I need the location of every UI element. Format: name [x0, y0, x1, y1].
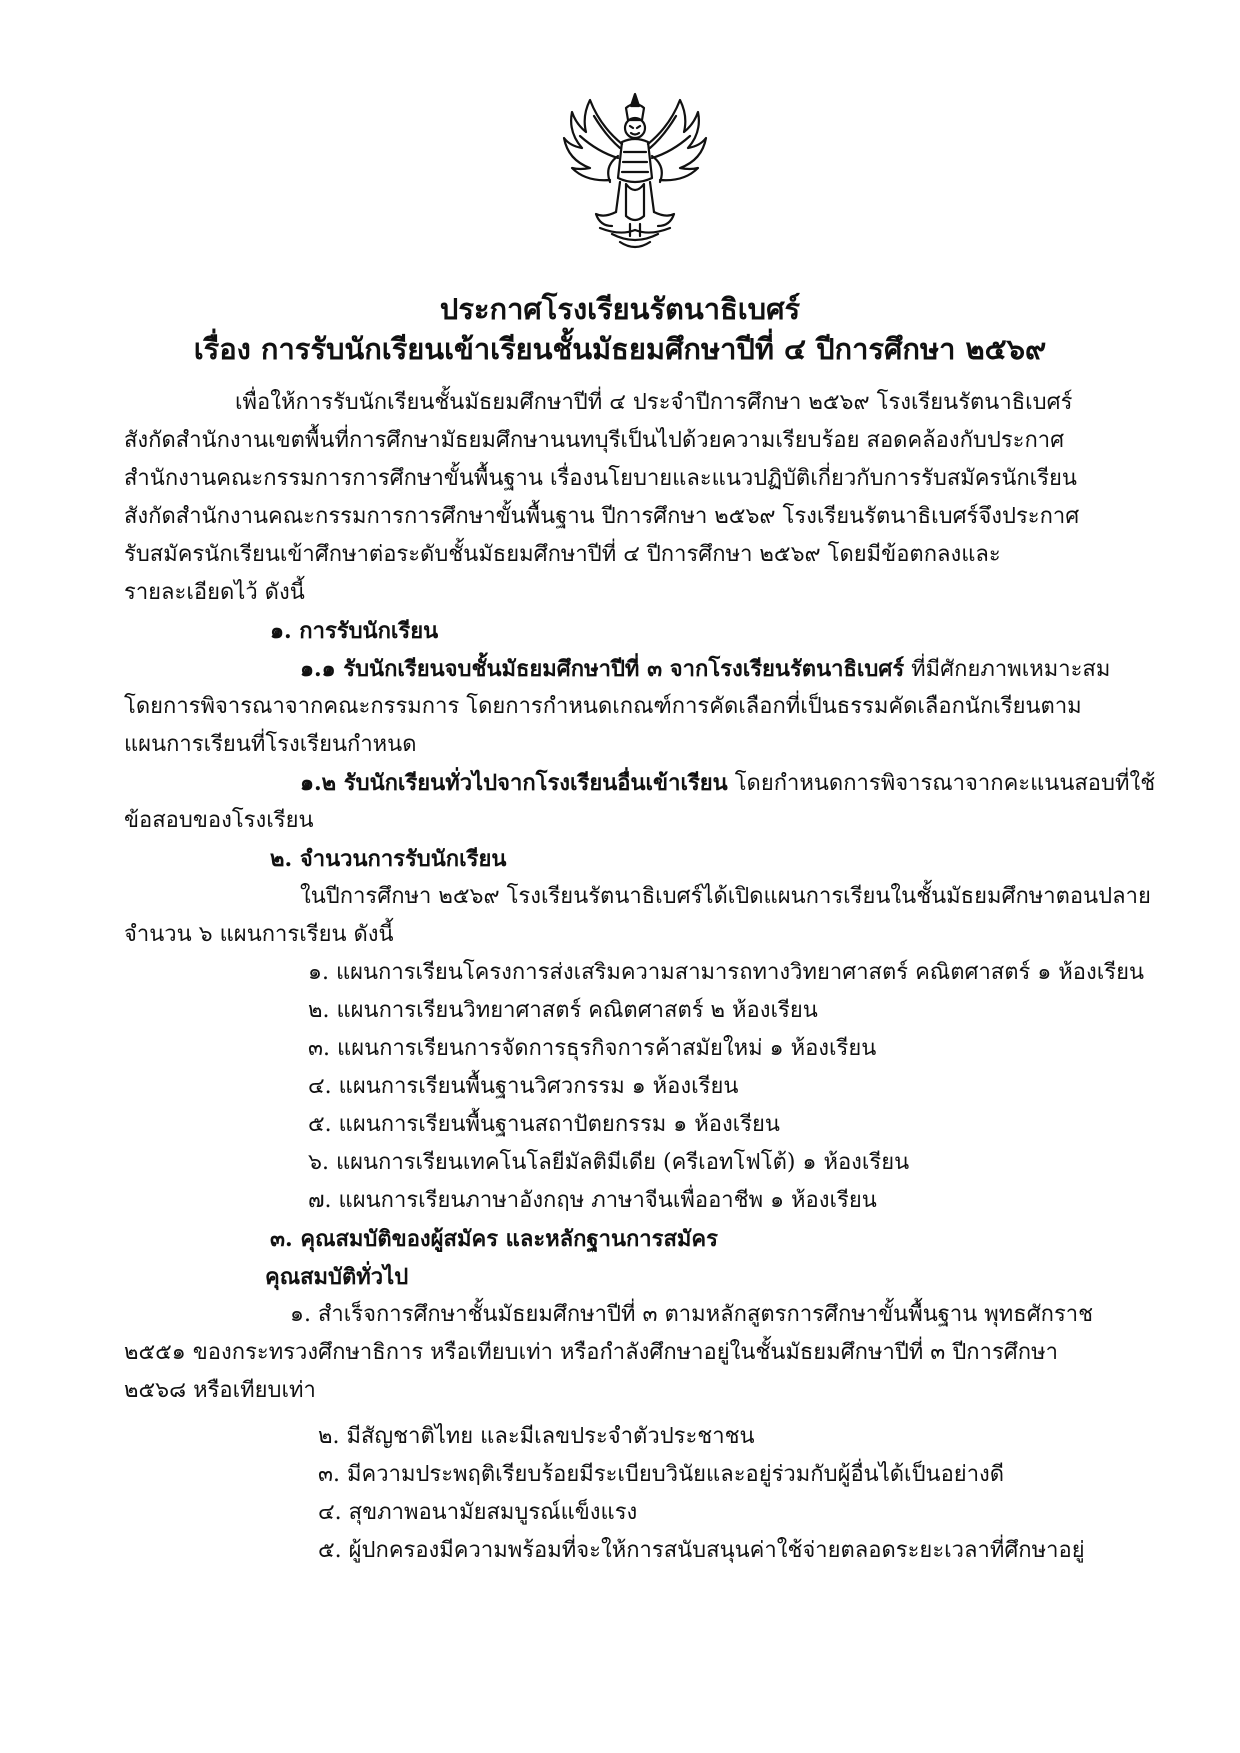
list-item: ๑. แผนการเรียนโครงการส่งเสริมความสามารถทางวิทยาศาสตร์ คณิตศาสตร์ ๑ ห้องเรียน: [308, 960, 1145, 985]
list-item: ๔. แผนการเรียนพื้นฐานวิศวกรรม ๑ ห้องเรียน: [308, 1074, 739, 1099]
list-item: ๒. แผนการเรียนวิทยาศาสตร์ คณิตศาสตร์ ๒ ห้องเรียน: [308, 998, 818, 1023]
list-item: ๓. แผนการเรียนการจัดการธุรกิจการค้าสมัยใหม่ ๑ ห้องเรียน: [308, 1036, 877, 1061]
garuda-emblem-icon: [560, 86, 710, 256]
section1-item2-rest: โดยกำหนดการพิจารณาจากคะแนนสอบที่ใช้: [727, 771, 1156, 796]
body-line: จำนวน ๖ แผนการเรียน ดังนี้: [124, 922, 394, 947]
announcement-subject: เรื่อง การรับนักเรียนเข้าเรียนชั้นมัธยมศึกษาปีที่ ๔ ปีการศึกษา ๒๕๖๙: [193, 332, 1047, 366]
intro-line: รายละเอียดไว้ ดังนี้: [124, 580, 305, 605]
section1-item2-bold: ๑.๒ รับนักเรียนทั่วไปจากโรงเรียนอื่นเข้าเรียน: [300, 770, 728, 796]
intro-line: สำนักงานคณะกรรมการการศึกษาขั้นพื้นฐาน เรื่องนโยบายและแนวปฏิบัติเกี่ยวกับการรับสมัครนักเรียน: [124, 466, 1077, 491]
section-heading: ๒. จำนวนการรับนักเรียน: [270, 846, 507, 872]
section1-item2: [300, 772, 1155, 795]
intro-line: สังกัดสำนักงานคณะกรรมการการศึกษาขั้นพื้นฐาน ปีการศึกษา ๒๕๖๙ โรงเรียนรัตนาธิเบศร์จึงประกาศ: [124, 504, 1080, 529]
body-line: ๑. สำเร็จการศึกษาชั้นมัธยมศึกษาปีที่ ๓ ตามหลักสูตรการศึกษาขั้นพื้นฐาน พุทธศักราช: [290, 1302, 1094, 1327]
section1-item1: [300, 658, 1110, 681]
body-line: โดยการพิจารณาจากคณะกรรมการ โดยการกำหนดเกณฑ์การคัดเลือกที่เป็นธรรมคัดเลือกนักเรียนตาม: [124, 694, 1082, 719]
list-item: ๒. มีสัญชาติไทย และมีเลขประจำตัวประชาชน: [318, 1424, 755, 1449]
announcement-title: ประกาศโรงเรียนรัตนาธิเบศร์: [439, 292, 801, 326]
section1-item1-rest: ที่มีศักยภาพเหมาะสม: [904, 657, 1111, 682]
section1-item1-bold: ๑.๑ รับนักเรียนจบชั้นมัธยมศึกษาปีที่ ๓ จากโรงเรียนรัตนาธิเบศร์: [300, 656, 905, 682]
body-line: ข้อสอบของโรงเรียน: [124, 808, 314, 833]
list-item: ๓. มีความประพฤติเรียบร้อยมีระเบียบวินัยและอยู่ร่วมกับผู้อื่นได้เป็นอย่างดี: [318, 1462, 1005, 1487]
section-heading: ๓. คุณสมบัติของผู้สมัคร และหลักฐานการสมัคร: [270, 1226, 718, 1252]
section-subheading: คุณสมบัติทั่วไป: [265, 1264, 409, 1290]
body-line: ๒๕๖๘ หรือเทียบเท่า: [124, 1378, 316, 1403]
intro-line: รับสมัครนักเรียนเข้าศึกษาต่อระดับชั้นมัธยมศึกษาปีที่ ๔ ปีการศึกษา ๒๕๖๙ โดยมีข้อตกลงและ: [124, 542, 1001, 567]
body-line: ๒๕๕๑ ของกระทรวงศึกษาธิการ หรือเทียบเท่า หรือกำลังศึกษาอยู่ในชั้นมัธยมศึกษาปีที่ ๓ ปีการศึกษา: [124, 1340, 1058, 1365]
body-line: แผนการเรียนที่โรงเรียนกำหนด: [124, 732, 417, 757]
list-item: ๗. แผนการเรียนภาษาอังกฤษ ภาษาจีนเพื่ออาชีพ ๑ ห้องเรียน: [308, 1188, 877, 1213]
intro-line: สังกัดสำนักงานเขตพื้นที่การศึกษามัธยมศึกษานนทบุรีเป็นไปด้วยความเรียบร้อย สอดคล้องกับประกาศ: [124, 428, 1065, 453]
body-line: ในปีการศึกษา ๒๕๖๙ โรงเรียนรัตนาธิเบศร์ได้เปิดแผนการเรียนในชั้นมัธยมศึกษาตอนปลาย: [300, 884, 1151, 909]
list-item: ๖. แผนการเรียนเทคโนโลยีมัลติมีเดีย (ครีเอทโฟโต้) ๑ ห้องเรียน: [308, 1150, 910, 1175]
section-heading: ๑. การรับนักเรียน: [270, 618, 439, 644]
intro-line: เพื่อให้การรับนักเรียนชั้นมัธยมศึกษาปีที่ ๔ ประจำปีการศึกษา ๒๕๖๙ โรงเรียนรัตนาธิเบศร์: [235, 390, 1073, 415]
list-item: ๔. สุขภาพอนามัยสมบูรณ์แข็งแรง: [318, 1500, 638, 1525]
list-item: ๕. แผนการเรียนพื้นฐานสถาปัตยกรรม ๑ ห้องเรียน: [308, 1112, 780, 1137]
list-item: ๕. ผู้ปกครองมีความพร้อมที่จะให้การสนับสนุนค่าใช้จ่ายตลอดระยะเวลาที่ศึกษาอยู่: [318, 1538, 1085, 1563]
